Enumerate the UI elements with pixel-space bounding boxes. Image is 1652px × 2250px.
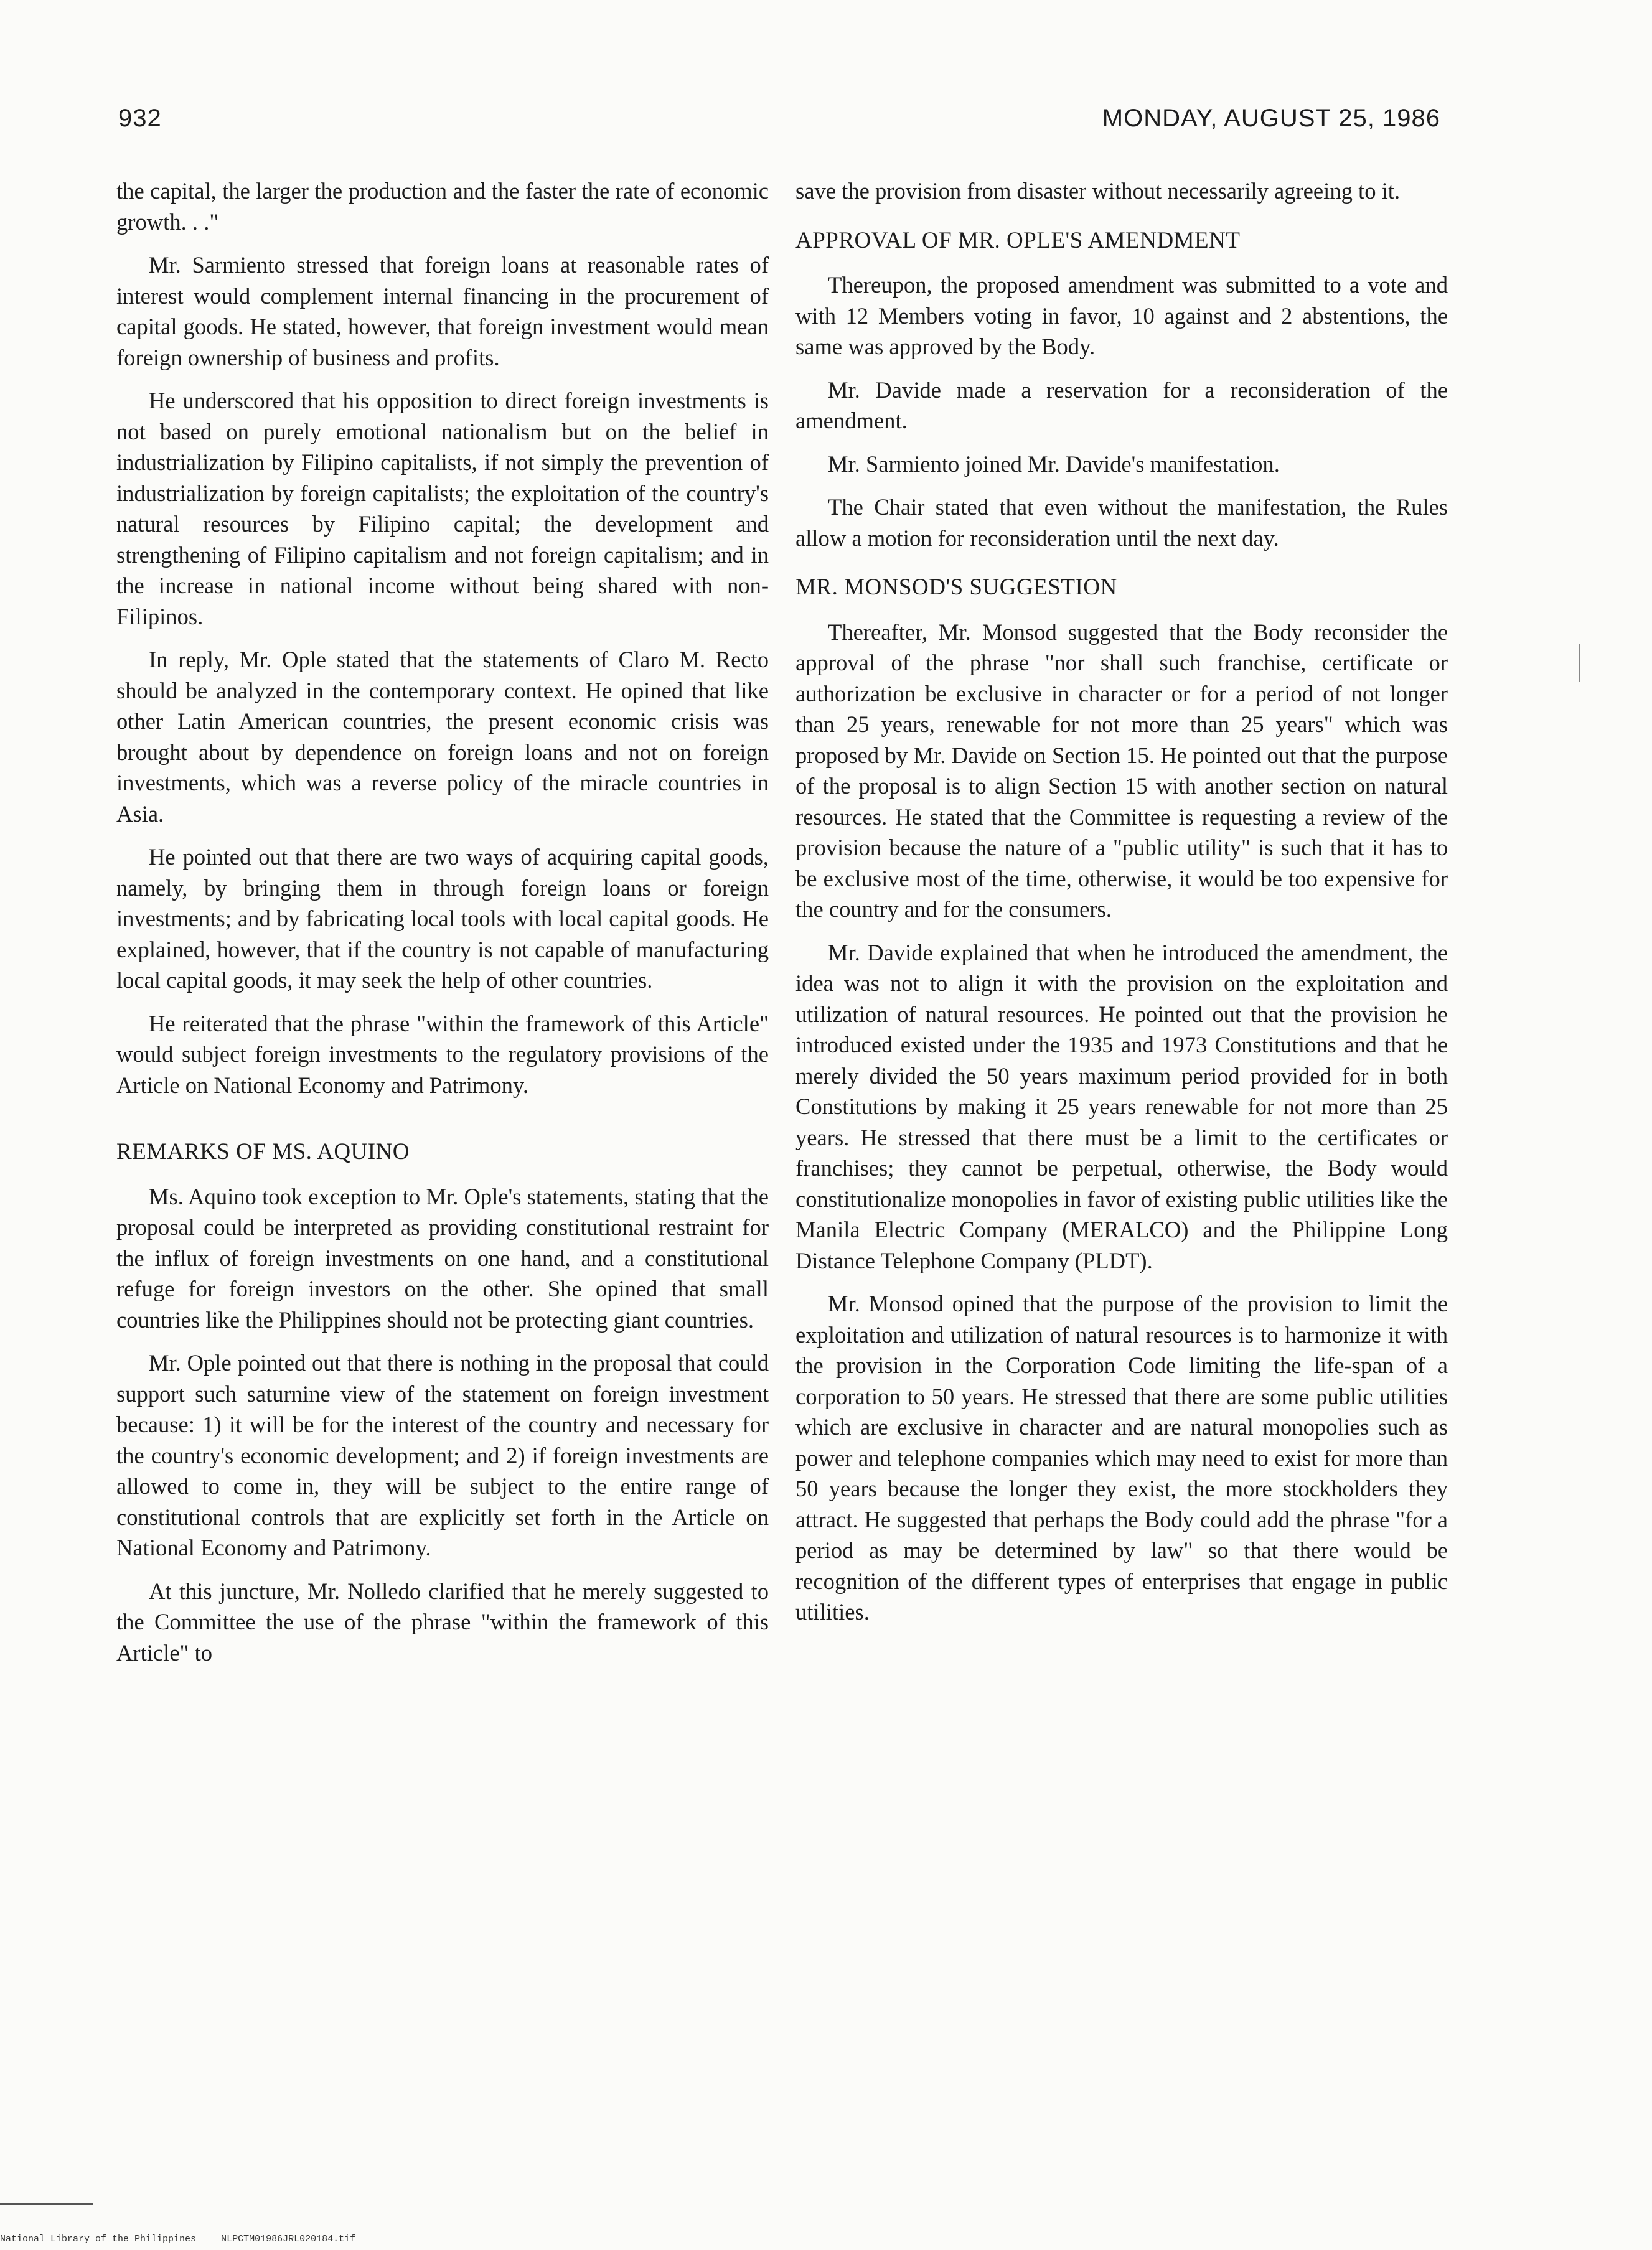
paragraph: Mr. Sarmiento joined Mr. Davide's manifestation. [828, 451, 1280, 477]
library-name: National Library of the Philippines [0, 2234, 197, 2244]
section-heading: MR. MONSOD'S SUGGESTION [795, 574, 1117, 600]
paragraph: Mr. Davide made a reservation for a reconsideration of the amendment. [795, 377, 1448, 433]
paragraph: Mr. Monsod opined that the purpose of the provision to limit the exploitation and utilization of natural resources is to harmonize it with the provision in the Corporation Code limiting the life-span of a corporation to 50 years. He stressed that there are some public utilities which are exclusive in character and are natural monopolies such as power and telephone companies which may need to exist for more than 50 years because the longer they exist, the more stockholders they attract. He suggested that perhaps the Body could add the phrase "for a period as may be determined by law" so that there would be recognition of the different types of enterprises that engage in public utilities. [795, 1291, 1448, 1624]
page-header [118, 105, 1440, 148]
page-date: MONDAY, AUGUST 25, 1986 [1102, 105, 1440, 132]
paragraph: Ms. Aquino took exception to Mr. Ople's statements, stating that the proposal could be interpreted as providing constitutional restraint for the influx of foreign investments on one hand, and a constitutional refuge for foreign investors on the other. She opined that small countries like the Philippines should not be protecting giant countries. [116, 1183, 769, 1333]
scan-margin-mark [1579, 644, 1580, 682]
paragraph: He reiterated that the phrase "within the framework of this Article" would subject foreign investments to the regulatory provisions of the Article on National Economy and Patrimony. [116, 1010, 769, 1098]
paragraph: Mr. Sarmiento stressed that foreign loans at reasonable rates of interest would complement internal financing in the procurement of capital goods. He stated, however, that foreign investment would mean foreign ownership of business and profits. [116, 252, 769, 370]
section-heading: REMARKS OF MS. AQUINO [116, 1139, 410, 1165]
footer-rule [0, 2203, 93, 2205]
paragraph: At this juncture, Mr. Nolledo clarified that he merely suggested to the Committee the use of the phrase "within the framework of this Article" to [116, 1578, 769, 1666]
paragraph: the capital, the larger the production and the faster the rate of economic growth. . ." [116, 178, 769, 235]
right-column [795, 176, 1448, 1640]
left-column [116, 176, 769, 1680]
paragraph: Mr. Ople pointed out that there is nothing in the proposal that could support such saturnine view of the statement on foreign investment because: 1) it will be for the interest of the country and necessary for the country's economic development; and 2) if foreign investments are allowed to come in, they will be subject to the entire range of constitutional controls that are explicitly set forth in the Article on National Economy and Patrimony. [116, 1350, 769, 1560]
paragraph: He pointed out that there are two ways of acquiring capital goods, namely, by bringing them in through foreign loans or foreign investments; and by fabricating local tools with local capital goods. He explained, however, that if the country is not capable of manufacturing local capital goods, it may seek the help of other countries. [116, 844, 769, 993]
paragraph: The Chair stated that even without the manifestation, the Rules allow a motion for reconsideration until the next day. [795, 494, 1448, 551]
paragraph: Thereafter, Mr. Monsod suggested that the Body reconsider the approval of the phrase "nor shall such franchise, certificate or authorization be exclusive in character or for a period of not longer than 25 years, renewable for not more than 25 years" which was proposed by Mr. Davide on Section 15. He pointed out that the purpose of the proposal is to align Section 15 with another section on natural resources. He stated that the Committee is requesting a review of the provision because the nature of a "public utility" is such that it has to be exclusive most of the time, otherwise, it would be too expensive for the country and for the consumers. [795, 619, 1448, 922]
scan-footer [0, 2234, 355, 2244]
paragraph: Mr. Davide explained that when he introduced the amendment, the idea was not to align it with the provision on the exploitation and utilization of natural resources. He pointed out that the provision he introduced existed under the 1935 and 1973 Constitutions and that he merely divided the 50 years maximum period provided for in both Constitutions by making it 25 years renewable for not more than 25 years. He stressed that there must be a limit to the certificates or franchises; they cannot be perpetual, otherwise, the Body would constitutionalize monopolies in favor of existing public utilities like the Manila Electric Company (MERALCO) and the Philippine Long Distance Telephone Company (PLDT). [795, 939, 1448, 1273]
section-heading: APPROVAL OF MR. OPLE'S AMENDMENT [795, 227, 1241, 253]
paragraph: Thereupon, the proposed amendment was submitted to a vote and with 12 Members voting in favor, 10 against and 2 abstentions, the same was approved by the Body. [795, 272, 1448, 359]
paragraph: save the provision from disaster without necessarily agreeing to it. [795, 178, 1401, 204]
paragraph: He underscored that his opposition to direct foreign investments is not based on purely emotional nationalism but on the belief in industrialization by Filipino capitalists, if not simply the prevention of industrialization by foreign capitalists; the exploitation of the country's natural resources by Filipino capital; the development and strengthening of Filipino capitalism and not foreign capitalism; and in the increase in national income without being shared with non-Filipinos. [116, 388, 769, 629]
page-number: 932 [118, 105, 162, 132]
paragraph: In reply, Mr. Ople stated that the statements of Claro M. Recto should be analyzed in the contemporary context. He opined that like other Latin American countries, the present economic crisis was brought about by dependence on foreign loans and not on foreign investments, which was a reverse policy of the miracle countries in Asia. [116, 647, 769, 827]
file-id: NLPCTM01986JRL020184.tif [221, 2234, 356, 2244]
